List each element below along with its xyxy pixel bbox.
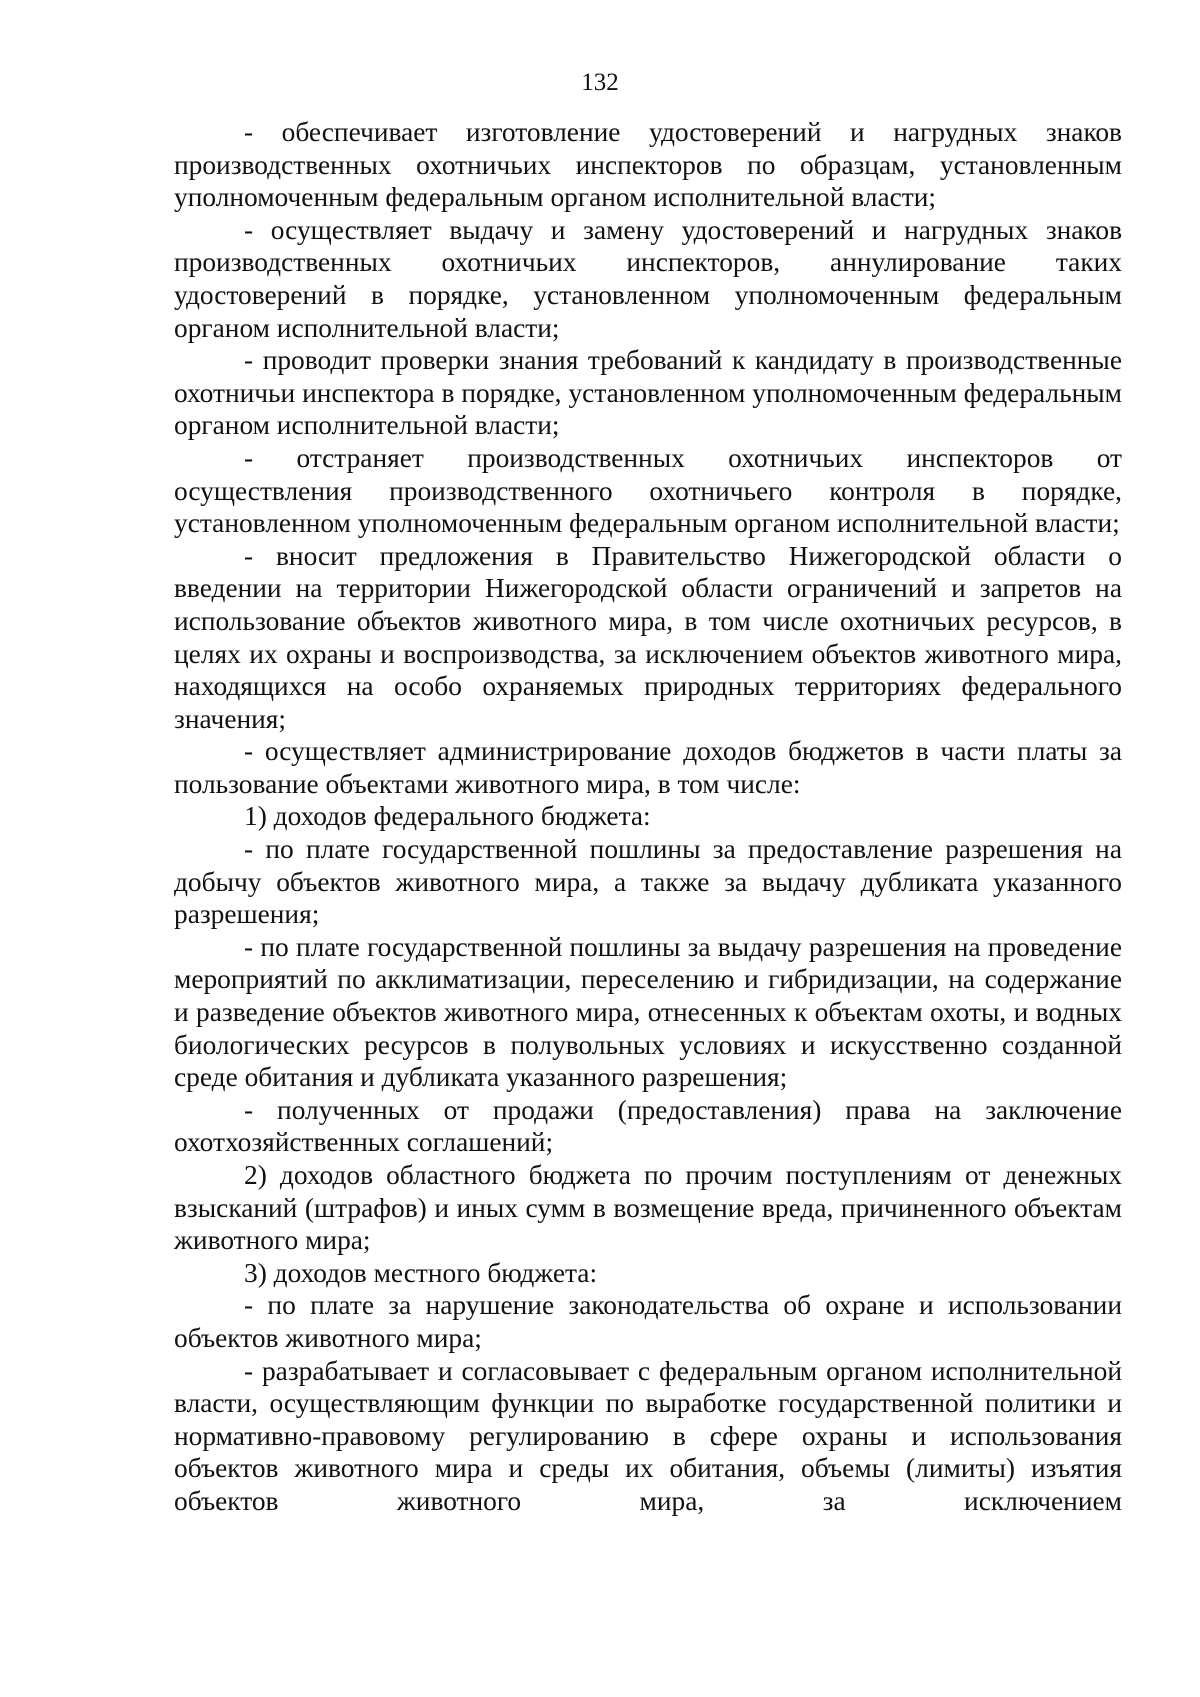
paragraph: - по плате государственной пошлины за предоставление разрешения на добычу объектов животного мира, а также за выдачу дубликата указанного разрешения; xyxy=(174,834,1122,930)
paragraph: - по плате за нарушение законодательства об охране и использовании объектов животного мира; xyxy=(174,1290,1122,1353)
paragraph: 3) доходов местного бюджета: xyxy=(244,1257,598,1288)
paragraph: - полученных от продажи (предоставления) права на заключение охотхозяйственных соглашений; xyxy=(174,1094,1122,1158)
paragraph: 1) доходов федерального бюджета: xyxy=(244,801,651,832)
document-body xyxy=(174,116,1122,1518)
paragraph: - проводит проверки знания требований к кандидату в производственные охотничьи инспектора в порядке, установленном уполномоченным федеральным органом исполнительной власти; xyxy=(174,345,1122,441)
paragraph: - обеспечивает изготовление удостоверений и нагрудных знаков производственных охотничьих инспекторов по образцам, установленным уполномоченным федеральным органом исполнительной власти; xyxy=(174,117,1122,213)
page-number: 132 xyxy=(581,69,619,96)
paragraph: - осуществляет выдачу и замену удостоверений и нагрудных знаков производственных охотничьих инспекторов, аннулирование таких удостоверений в порядке, установленном уполномоченным федеральным органом исполнительной власти; xyxy=(174,214,1122,343)
paragraph: - отстраняет производственных охотничьих инспекторов от осуществления производственного охотничьего контроля в порядке, установленном уполномоченным федеральным органом исполнительной власти; xyxy=(174,442,1122,539)
paragraph: - по плате государственной пошлины за выдачу разрешения на проведение мероприятий по акклиматизации, переселению и гибридизации, на содержание и разведение объектов животного мира, отнесенных к объектам охоты, и водных биологических ресурсов в полувольных условиях и искусственно созданной среде обитания и дубликата указанного разрешения; xyxy=(174,931,1122,1093)
paragraph: - осуществляет администрирование доходов бюджетов в части платы за пользование объектами животного мира, в том числе: xyxy=(174,736,1122,799)
paragraph: - разрабатывает и согласовывает с федеральным органом исполнительной власти, осуществляющим функции по выработке государственной политики и нормативно-правовому регулированию в сфере охраны и использования объектов животного мира и среды их обитания, объемы (лимиты) изъятия объектов животного мира, за исключением xyxy=(174,1355,1122,1516)
paragraph: - вносит предложения в Правительство Нижегородской области о введении на территории Нижегородской области ограничений и запретов на использование объектов животного мира, в том числе охотничьих ресурсов, в целях их охраны и воспроизводства, за исключением объектов животного мира, находящихся на особо охраняемых природных территориях федерального значения; xyxy=(174,540,1122,734)
paragraph: 2) доходов областного бюджета по прочим поступлениям от денежных взысканий (штрафов) и иных сумм в возмещение вреда, причиненного объектам животного мира; xyxy=(174,1160,1122,1256)
